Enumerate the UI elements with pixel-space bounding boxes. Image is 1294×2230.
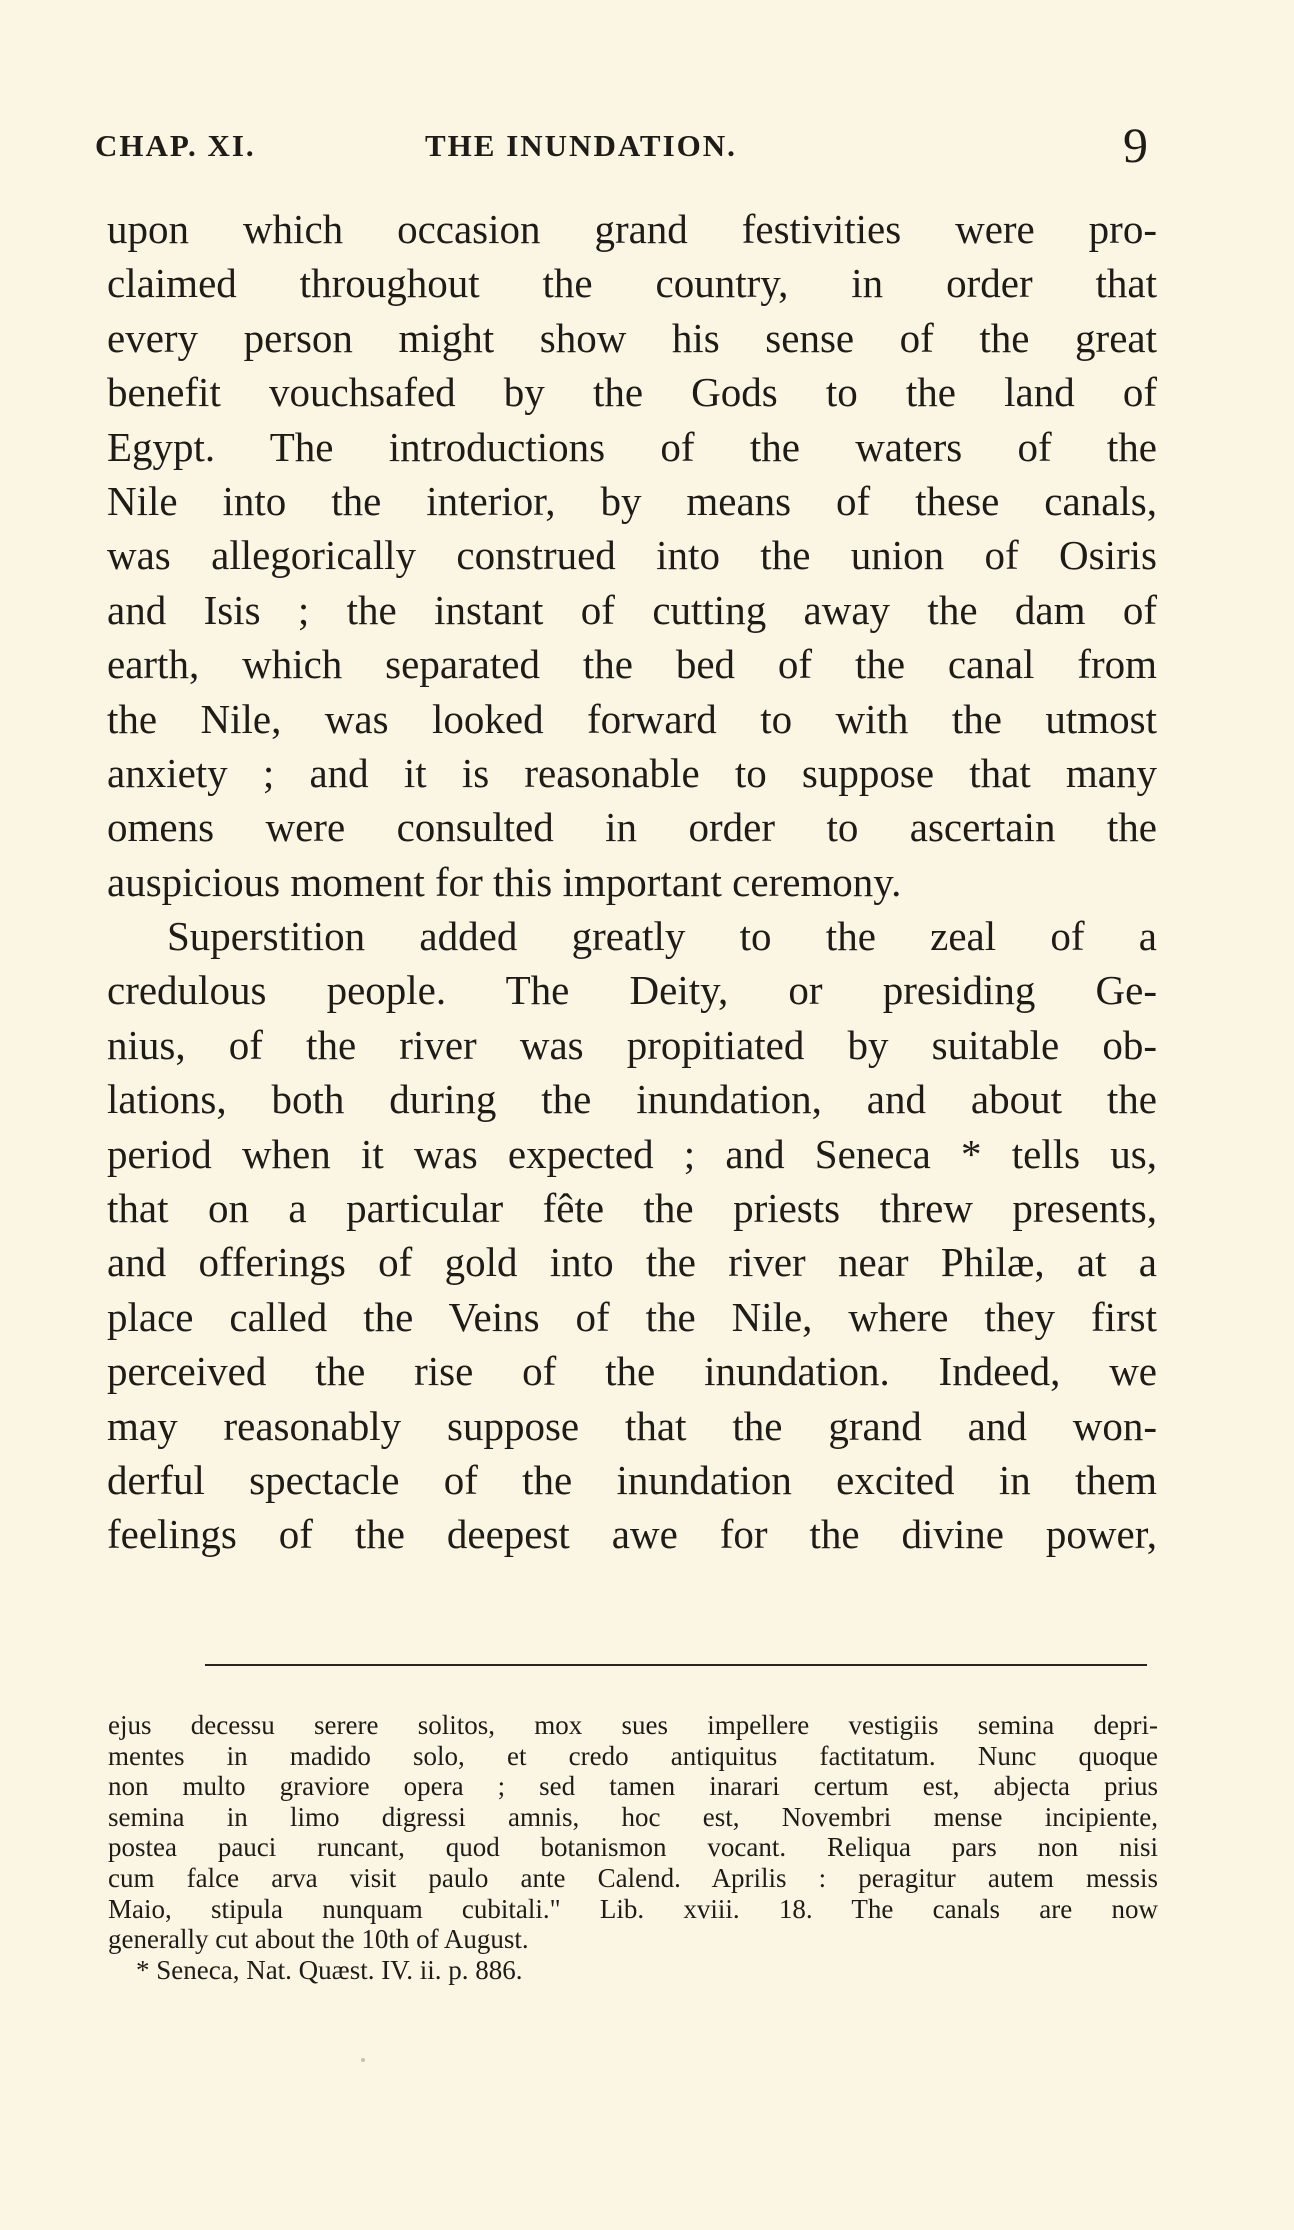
body-line: derful spectacle of the inundation excited in them [107, 1456, 1157, 1503]
body-line: may reasonably suppose that the grand and won- [107, 1402, 1157, 1449]
footnote-line: semina in limo digressi amnis, hoc est, Novembri mense incipiente, [108, 1801, 1158, 1832]
footnote-line: non multo graviore opera ; sed tamen inarari certum est, abjecta prius [108, 1771, 1158, 1802]
body-line: claimed throughout the country, in order that [107, 260, 1157, 307]
footnote-seneca: * Seneca, Nat. Quæst. IV. ii. p. 886. [136, 1954, 523, 1985]
body-line: Egypt. The introductions of the waters of the [107, 423, 1157, 470]
footnote-line: generally cut about the 10th of August. [108, 1924, 529, 1955]
body-line: that on a particular fête the priests threw presents, [107, 1185, 1157, 1232]
footnotes [108, 1710, 1158, 1985]
body-line: feelings of the deepest awe for the divine power, [107, 1511, 1157, 1558]
body-line: was allegorically construed into the union of Osiris [107, 532, 1157, 579]
body-line: period when it was expected ; and Seneca * tells us, [107, 1130, 1157, 1177]
footnote-line: ejus decessu serere solitos, mox sues impellere vestigiis semina depri- [108, 1710, 1158, 1740]
body-line: place called the Veins of the Nile, where they first [107, 1293, 1157, 1340]
body-line: and offerings of gold into the river near Philæ, at a [107, 1239, 1157, 1286]
body-line: auspicious moment for this important ceremony. [107, 858, 902, 905]
body-line: and Isis ; the instant of cutting away the dam of [107, 586, 1157, 633]
body-line: benefit vouchsafed by the Gods to the land of [107, 369, 1157, 416]
body-line: perceived the rise of the inundation. Indeed, we [107, 1348, 1157, 1395]
body-line: upon which occasion grand festivities were pro- [107, 206, 1157, 252]
page-number: 9 [1123, 117, 1148, 173]
footnote-line: postea pauci runcant, quod botanismon vocant. Reliqua pars non nisi [108, 1832, 1158, 1863]
chapter-label: CHAP. XI. [95, 128, 256, 163]
body-line: lations, both during the inundation, and about the [107, 1076, 1157, 1123]
running-title: THE INUNDATION. [425, 128, 737, 163]
body-line: Superstition added greatly to the zeal of a [167, 913, 1157, 960]
footnote-line: Maio, stipula nunquam cubitali." Lib. xviii. 18. The canals are now [108, 1893, 1158, 1924]
paper-speck [361, 2058, 365, 2062]
body-line: the Nile, was looked forward to with the utmost [107, 695, 1157, 742]
body-line: earth, which separated the bed of the canal from [107, 641, 1157, 688]
footnote-line: cum falce arva visit paulo ante Calend. Aprilis : peragitur autem messis [108, 1862, 1158, 1893]
body-line: nius, of the river was propitiated by suitable ob- [107, 1021, 1157, 1068]
body-line: Nile into the interior, by means of these canals, [107, 477, 1157, 524]
body-line: anxiety ; and it is reasonable to suppose that many [107, 749, 1157, 796]
body-line: credulous people. The Deity, or presiding Ge- [107, 967, 1157, 1014]
body-text [107, 202, 1157, 1562]
running-head [95, 118, 1148, 178]
footnote-rule [205, 1664, 1147, 1666]
footnote-line: mentes in madido solo, et credo antiquitus factitatum. Nunc quoque [108, 1740, 1158, 1771]
body-line: omens were consulted in order to ascertain the [107, 804, 1157, 851]
body-line: every person might show his sense of the great [107, 314, 1157, 361]
